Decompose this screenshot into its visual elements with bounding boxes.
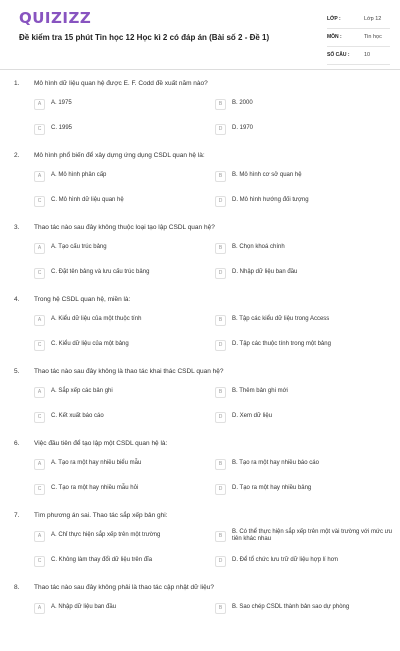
- answer-option[interactable]: [215, 337, 392, 353]
- answer-option[interactable]: [34, 456, 211, 472]
- answer-letter-box: C: [34, 268, 45, 279]
- answer-option[interactable]: [34, 409, 211, 425]
- answer-text: A. Kiểu dữ liệu của một thuộc tính: [51, 316, 142, 323]
- answer-letter-box: B: [215, 171, 226, 182]
- answer-option[interactable]: [215, 528, 392, 544]
- question-number: 6.: [14, 440, 20, 447]
- answer-text: D. Xem dữ liệu: [232, 413, 273, 420]
- answer-text: B. Tập các kiểu dữ liệu trong Access: [232, 316, 330, 323]
- page-header: [0, 0, 400, 70]
- question-number: 8.: [14, 584, 20, 591]
- answer-letter-box: B: [215, 99, 226, 110]
- meta-row-class: [327, 12, 390, 29]
- answer-option[interactable]: [215, 121, 392, 137]
- answer-option[interactable]: [34, 121, 211, 137]
- answer-text: A. 1975: [51, 100, 72, 107]
- answer-text: B. Có thể thực hiện sắp xếp trên một vài trường với mức ưu tiên khác nhau: [232, 528, 392, 542]
- question-number: 4.: [14, 296, 20, 303]
- answer-letter-box: A: [34, 99, 45, 110]
- answer-letter-box: D: [215, 124, 226, 135]
- answer-letter-box: A: [34, 387, 45, 398]
- answer-text: D. Nhập dữ liệu ban đầu: [232, 269, 298, 276]
- answer-option[interactable]: [215, 553, 392, 569]
- question-text: Mô hình dữ liệu quan hệ được E. F. Codd đề xuất năm nào?: [34, 80, 208, 87]
- meta-label: SỐ CÂU :: [327, 52, 350, 58]
- answer-text: A. Mô hình phân cấp: [51, 172, 107, 179]
- question-number: 7.: [14, 512, 20, 519]
- answer-letter-box: D: [215, 268, 226, 279]
- answer-option[interactable]: [34, 193, 211, 209]
- answer-text: C. Kết xuất báo cáo: [51, 413, 104, 420]
- answer-text: C. Không làm thay đổi dữ liệu trên đĩa: [51, 557, 153, 564]
- answer-text: D. Mô hình hướng đối tượng: [232, 197, 309, 204]
- answer-option[interactable]: [34, 600, 211, 616]
- answer-option[interactable]: [215, 409, 392, 425]
- answer-option[interactable]: [34, 265, 211, 281]
- answer-text: B. Mô hình cơ sở quan hệ: [232, 172, 302, 179]
- question-list: [0, 75, 400, 651]
- question-item: [0, 435, 400, 507]
- question-item: [0, 291, 400, 363]
- answer-letter-box: D: [215, 412, 226, 423]
- answer-letter-box: D: [215, 196, 226, 207]
- meta-value: Tin học: [364, 34, 382, 40]
- answer-option[interactable]: [34, 337, 211, 353]
- question-item: [0, 579, 400, 651]
- answer-text: B. Tạo ra một hay nhiều báo cáo: [232, 460, 319, 467]
- answer-option[interactable]: [34, 481, 211, 497]
- answer-text: C. Đặt tên bảng và lưu cấu trúc bảng: [51, 269, 150, 276]
- answer-option[interactable]: [215, 456, 392, 472]
- answer-letter-box: A: [34, 315, 45, 326]
- question-item: [0, 219, 400, 291]
- answer-option[interactable]: [215, 168, 392, 184]
- answer-letter-box: A: [34, 171, 45, 182]
- question-text: Trong hệ CSDL quan hệ, miền là:: [34, 296, 131, 303]
- answer-option[interactable]: [34, 312, 211, 328]
- answer-letter-box: A: [34, 459, 45, 470]
- question-number: 5.: [14, 368, 20, 375]
- quizizz-logo: QUIZIZZ: [19, 9, 92, 27]
- answer-text: B. Chọn khoá chính: [232, 244, 285, 251]
- meta-label: MÔN :: [327, 34, 342, 40]
- answer-option[interactable]: [215, 384, 392, 400]
- answer-letter-box: B: [215, 603, 226, 614]
- question-item: [0, 363, 400, 435]
- question-item: [0, 75, 400, 147]
- answer-text: B. Thêm bản ghi mới: [232, 388, 288, 395]
- answer-text: A. Tạo cấu trúc bảng: [51, 244, 107, 251]
- answer-option[interactable]: [34, 553, 211, 569]
- answer-option[interactable]: [34, 384, 211, 400]
- question-text: Thao tác nào sau đây không là thao tác khai thác CSDL quan hệ?: [34, 368, 224, 375]
- question-number: 1.: [14, 80, 20, 87]
- answer-option[interactable]: [215, 240, 392, 256]
- answer-text: A. Sắp xếp các bản ghi: [51, 388, 113, 395]
- answer-text: C. 1995: [51, 125, 73, 132]
- answer-text: A. Tạo ra một hay nhiều biểu mẫu: [51, 460, 142, 467]
- meta-row-subject: [327, 30, 390, 47]
- meta-row-question-count: [327, 48, 390, 65]
- document-title: Đề kiểm tra 15 phút Tin học 12 Học kì 2 có đáp án (Bài số 2 - Đề 1): [19, 33, 270, 42]
- answer-letter-box: A: [34, 603, 45, 614]
- answer-text: C. Mô hình dữ liệu quan hệ: [51, 197, 124, 204]
- answer-text: D. Tạo ra một hay nhiều bảng: [232, 485, 312, 492]
- answer-letter-box: B: [215, 243, 226, 254]
- question-text: Thao tác nào sau đây không phải là thao tác cập nhật dữ liệu?: [34, 584, 214, 591]
- meta-info-box: [327, 12, 390, 65]
- answer-letter-box: D: [215, 340, 226, 351]
- answer-option[interactable]: [215, 193, 392, 209]
- question-text: Tìm phương án sai. Thao tác sắp xếp bản ghi:: [34, 512, 168, 519]
- answer-option[interactable]: [215, 600, 392, 616]
- answer-text: B. Sao chép CSDL thành bản sao dự phòng: [232, 604, 350, 611]
- answer-option[interactable]: [34, 528, 211, 544]
- answer-letter-box: A: [34, 243, 45, 254]
- answer-option[interactable]: [34, 240, 211, 256]
- question-text: Thao tác nào sau đây không thuộc loại tạo lập CSDL quan hệ?: [34, 224, 215, 231]
- answer-text: B. 2000: [232, 100, 253, 107]
- question-item: [0, 147, 400, 219]
- answer-text: A. Nhập dữ liệu ban đầu: [51, 604, 117, 611]
- question-number: 3.: [14, 224, 20, 231]
- answer-text: D. Tập các thuộc tính trong một bảng: [232, 341, 331, 348]
- answer-letter-box: B: [215, 315, 226, 326]
- answer-letter-box: C: [34, 196, 45, 207]
- answer-option[interactable]: [215, 481, 392, 497]
- answer-option[interactable]: [34, 168, 211, 184]
- answer-letter-box: A: [34, 531, 45, 542]
- header-divider: [0, 69, 400, 70]
- answer-option[interactable]: [215, 265, 392, 281]
- answer-letter-box: B: [215, 387, 226, 398]
- answer-letter-box: C: [34, 340, 45, 351]
- answer-option[interactable]: [215, 312, 392, 328]
- question-text: Mô hình phổ biến để xây dựng ứng dụng CSDL quan hệ là:: [34, 152, 205, 159]
- answer-text: D. Để tổ chức lưu trữ dữ liệu hợp lí hơn: [232, 557, 338, 564]
- answer-letter-box: B: [215, 531, 226, 542]
- answer-letter-box: B: [215, 459, 226, 470]
- question-item: [0, 507, 400, 579]
- answer-letter-box: C: [34, 556, 45, 567]
- answer-letter-box: C: [34, 124, 45, 135]
- answer-text: D. 1970: [232, 125, 254, 132]
- answer-text: C. Tạo ra một hay nhiều mẫu hỏi: [51, 485, 139, 492]
- answer-letter-box: C: [34, 484, 45, 495]
- answer-text: A. Chỉ thực hiện sắp xếp trên một trường: [51, 532, 161, 539]
- answer-letter-box: D: [215, 556, 226, 567]
- meta-value: 10: [364, 52, 371, 58]
- question-text: Việc đầu tiên để tạo lập một CSDL quan hệ là:: [34, 440, 168, 447]
- answer-letter-box: C: [34, 412, 45, 423]
- answer-text: C. Kiểu dữ liệu của một bảng: [51, 341, 129, 348]
- question-number: 2.: [14, 152, 20, 159]
- answer-option[interactable]: [215, 96, 392, 112]
- answer-option[interactable]: [34, 96, 211, 112]
- meta-value: Lớp 12: [364, 16, 382, 22]
- meta-label: LỚP :: [327, 16, 341, 22]
- answer-letter-box: D: [215, 484, 226, 495]
